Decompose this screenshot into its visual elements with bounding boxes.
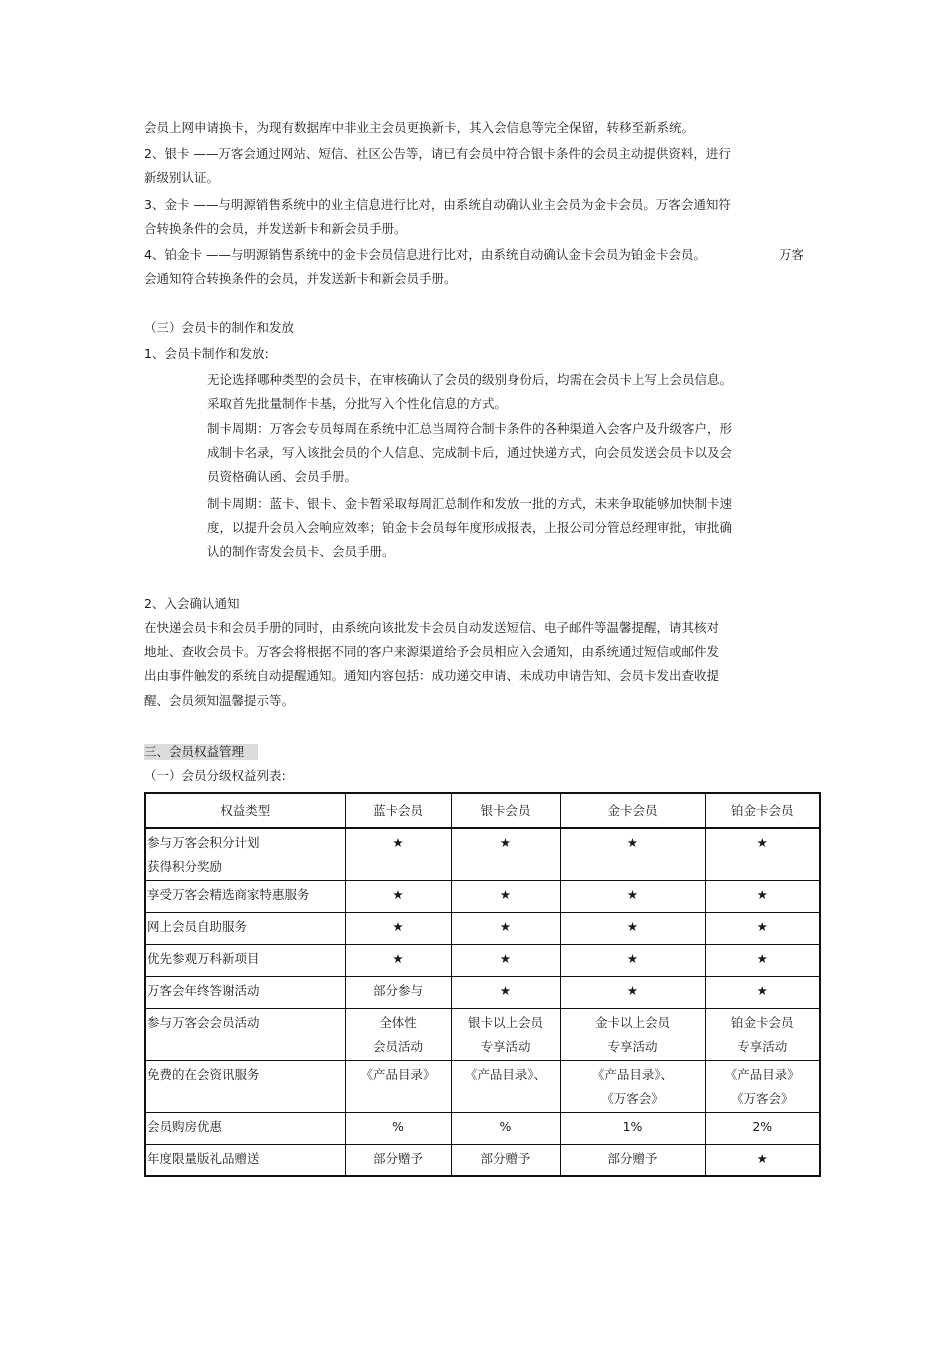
cell-silver: 银卡以上会员 专享活动 — [451, 1008, 560, 1060]
cell-silver: % — [451, 1112, 560, 1144]
indent-1-l2: 采取首先批量制作卡基，分批写入个性化信息的方式。 — [207, 396, 508, 411]
benefit-type: 会员购房优惠 — [145, 1112, 345, 1144]
paragraph-silver-card-l1: 2、银卡 ——万客会通过网站、短信、社区公告等，请已有会员中符合银卡条件的会员主动提供资料，进行 — [144, 146, 731, 161]
heading-card-production: （三）会员卡的制作和发放 — [144, 320, 295, 335]
star-icon: ★ — [345, 912, 451, 944]
indent-2-l2: 成制卡名录，写入该批会员的个人信息、完成制卡后，通过快递方式，向会员发送会员卡以及会 — [207, 445, 733, 460]
notice-l2: 地址、查收会员卡。万客会将根据不同的客户来源渠道给予会员相应入会通知，由系统通过短信或邮件发 — [144, 644, 720, 659]
paragraph-silver-card-l2: 新级别认证。 — [144, 170, 220, 185]
subheading-confirmation: 2、入会确认通知 — [144, 596, 240, 611]
col-header-gold: 金卡会员 — [560, 793, 705, 828]
star-icon: ★ — [345, 880, 451, 912]
table-header-row — [145, 793, 820, 828]
benefit-type: 参与万客会会员活动 — [145, 1008, 345, 1060]
cell-platinum: 铂金卡会员 专享活动 — [705, 1008, 820, 1060]
table-row — [145, 944, 820, 976]
paragraph-card-exchange: 会员上网申请换卡，为现有数据库中非业主会员更换新卡，其入会信息等完全保留，转移至新系统。 — [144, 120, 695, 135]
table-row — [145, 828, 820, 880]
cell-silver: 部分赠予 — [451, 1144, 560, 1176]
table-row — [145, 1008, 820, 1060]
paragraph-platinum-card-l2: 会通知符合转换条件的会员，并发送新卡和新会员手册。 — [144, 271, 457, 286]
paragraph-platinum-card-l1: 4、铂金卡 ——与明源销售系统中的金卡会员信息进行比对，由系统自动确认金卡会员为铂金卡会员。 — [144, 247, 706, 262]
indent-3-l2: 度，以提升会员入会响应效率；铂金卡会员每年度形成报表，上报公司分管总经理审批，审批确 — [207, 520, 733, 535]
star-icon: ★ — [451, 976, 560, 1008]
star-icon: ★ — [705, 976, 820, 1008]
star-icon: ★ — [560, 912, 705, 944]
star-icon: ★ — [345, 828, 451, 880]
section-heading-benefits: 三、会员权益管理 — [144, 744, 258, 760]
paragraph-gold-card-l1: 3、金卡 ——与明源销售系统中的业主信息进行比对，由系统自动确认业主会员为金卡会员。万客会通知符 — [144, 197, 731, 212]
notice-l4: 醒、会员须知温馨提示等。 — [144, 693, 295, 708]
star-icon: ★ — [705, 912, 820, 944]
cell-platinum: 《产品目录》 《万客会》 — [705, 1060, 820, 1112]
cell-blue: 部分参与 — [345, 976, 451, 1008]
col-header-silver: 银卡会员 — [451, 793, 560, 828]
col-header-blue: 蓝卡会员 — [345, 793, 451, 828]
star-icon: ★ — [560, 944, 705, 976]
benefit-type: 免费的在会资讯服务 — [145, 1060, 345, 1112]
benefit-type: 万客会年终答谢活动 — [145, 976, 345, 1008]
star-icon: ★ — [705, 880, 820, 912]
table-row — [145, 1144, 820, 1176]
benefits-table — [144, 792, 821, 1177]
star-icon: ★ — [451, 912, 560, 944]
benefit-type: 优先参观万科新项目 — [145, 944, 345, 976]
star-icon: ★ — [705, 828, 820, 880]
cell-gold: 1% — [560, 1112, 705, 1144]
table-row — [145, 912, 820, 944]
benefit-type: 年度限量版礼品赠送 — [145, 1144, 345, 1176]
cell-silver: 《产品目录》、 — [451, 1060, 560, 1112]
star-icon: ★ — [705, 944, 820, 976]
cell-platinum: 2% — [705, 1112, 820, 1144]
notice-l1: 在快递会员卡和会员手册的同时，由系统向该批发卡会员自动发送短信、电子邮件等温馨提醒，请其核对 — [144, 620, 720, 635]
subheading-benefit-list: （一）会员分级权益列表: — [144, 768, 286, 783]
cell-blue: 全体性 会员活动 — [345, 1008, 451, 1060]
table-row — [145, 880, 820, 912]
cell-blue: % — [345, 1112, 451, 1144]
paragraph-platinum-card-l1-tail: 万客 — [779, 247, 805, 262]
cell-gold: 部分赠予 — [560, 1144, 705, 1176]
col-header-platinum: 铂金卡会员 — [705, 793, 820, 828]
star-icon: ★ — [451, 828, 560, 880]
subheading-card-issue: 1、会员卡制作和发放: — [144, 346, 269, 361]
star-icon: ★ — [705, 1144, 820, 1176]
cell-blue: 部分赠予 — [345, 1144, 451, 1176]
star-icon: ★ — [451, 880, 560, 912]
benefit-type: 参与万客会积分计划 获得积分奖励 — [145, 828, 345, 880]
indent-2-l1: 制卡周期：万客会专员每周在系统中汇总当周符合制卡条件的各种渠道入会客户及升级客户，形 — [207, 421, 733, 436]
benefit-type: 享受万客会精选商家特惠服务 — [145, 880, 345, 912]
indent-3-l1: 制卡周期：蓝卡、银卡、金卡暂采取每周汇总制作和发放一批的方式，未来争取能够加快制卡速 — [207, 496, 733, 511]
indent-3-l3: 认的制作寄发会员卡、会员手册。 — [207, 544, 395, 559]
star-icon: ★ — [560, 828, 705, 880]
table-row — [145, 976, 820, 1008]
star-icon: ★ — [451, 944, 560, 976]
indent-1-l1: 无论选择哪种类型的会员卡，在审核确认了会员的级别身份后，均需在会员卡上写上会员信息。 — [207, 372, 733, 387]
indent-2-l3: 员资格确认函、会员手册。 — [207, 469, 358, 484]
star-icon: ★ — [345, 944, 451, 976]
table-row — [145, 1060, 820, 1112]
benefit-type: 网上会员自助服务 — [145, 912, 345, 944]
notice-l3: 出由事件触发的系统自动提醒通知。通知内容包括：成功递交申请、未成功申请告知、会员卡发出查收提 — [144, 668, 720, 683]
star-icon: ★ — [560, 976, 705, 1008]
paragraph-gold-card-l2: 合转换条件的会员，并发送新卡和新会员手册。 — [144, 221, 407, 236]
cell-blue: 《产品目录》 — [345, 1060, 451, 1112]
table-row — [145, 1112, 820, 1144]
star-icon: ★ — [560, 880, 705, 912]
col-header-type: 权益类型 — [145, 793, 345, 828]
cell-gold: 金卡以上会员 专享活动 — [560, 1008, 705, 1060]
cell-gold: 《产品目录》、 《万客会》 — [560, 1060, 705, 1112]
